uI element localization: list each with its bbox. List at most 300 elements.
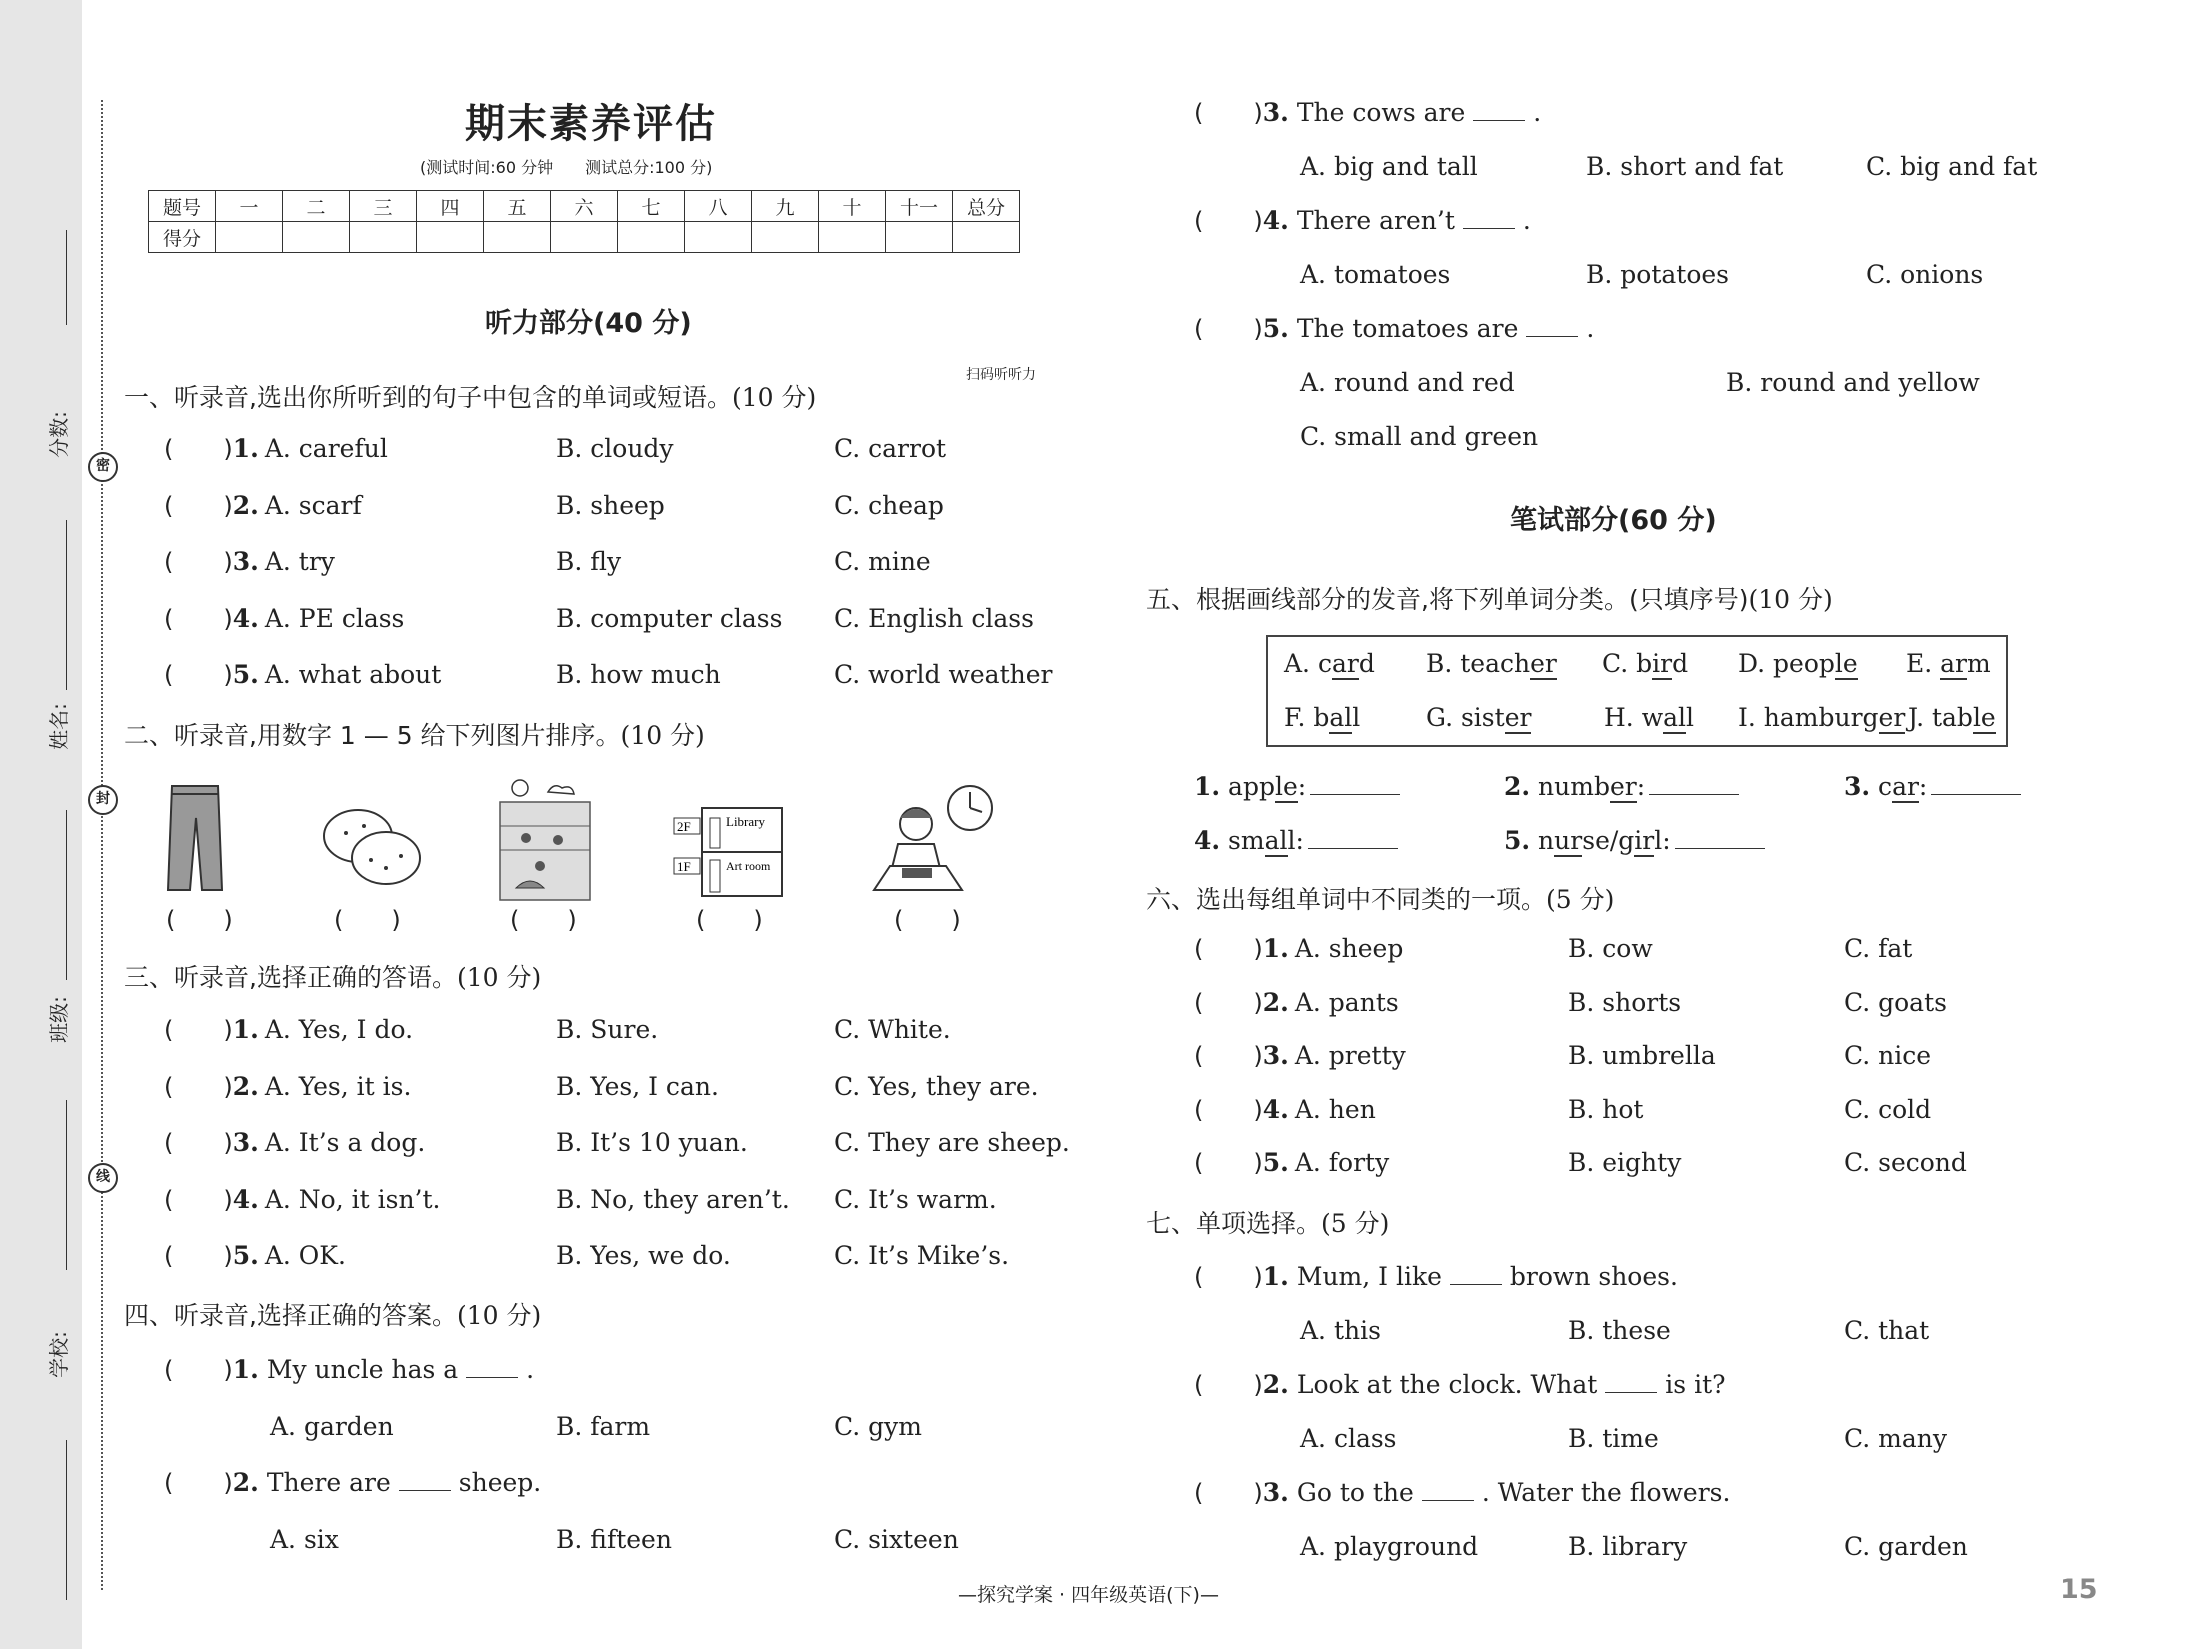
answer-bracket: )	[223, 1016, 233, 1044]
option-c: C. cheap	[834, 490, 944, 520]
section-2-title: 二、听录音,用数字 1 — 5 给下列图片排序。	[124, 721, 621, 750]
option-a: A. It’s a dog.	[264, 1128, 426, 1157]
underlined-letters: er	[1878, 703, 1906, 732]
answer-bracket[interactable]: ( )	[334, 906, 401, 934]
option-c: C. They are sheep.	[834, 1128, 1070, 1157]
underlined-letters: al	[1264, 826, 1288, 855]
word-text: sm	[1220, 826, 1265, 855]
score-cell[interactable]	[886, 222, 953, 253]
answer-bracket: )	[223, 604, 233, 633]
answer-bracket[interactable]: (	[1194, 1371, 1204, 1399]
option-c: C. mine	[834, 547, 931, 576]
section-4-title: 四、听录音,选择正确的答案。	[124, 1301, 457, 1330]
answer-bracket[interactable]: (	[1194, 935, 1204, 963]
option-a: A. PE class	[264, 603, 405, 633]
question-line	[164, 1128, 425, 1157]
margin-line	[66, 520, 67, 690]
score-header-cell: 题号	[149, 191, 216, 222]
answer-bracket: )	[1253, 1371, 1263, 1399]
qr-note: 扫码听听力	[966, 367, 1036, 383]
answer-blank[interactable]	[1649, 774, 1739, 795]
section-7-title: 七、单项选择。	[1146, 1209, 1322, 1238]
beach-picture	[496, 778, 596, 904]
answer-bracket: )	[1253, 1042, 1263, 1070]
underlined-letters: er	[1609, 772, 1637, 801]
answer-bracket[interactable]: (	[164, 1469, 174, 1497]
option-a: A. pretty	[1294, 1041, 1406, 1070]
answer-bracket: )	[1253, 99, 1263, 127]
floor-1-label: 1F	[677, 859, 691, 874]
question-line	[164, 491, 362, 520]
word-text: J. tab	[1908, 703, 1973, 732]
answer-line	[1844, 772, 2021, 801]
section-1-heading	[124, 378, 816, 414]
underlined-letters: ur	[1554, 826, 1583, 855]
score-header-cell: 一	[216, 191, 283, 222]
word-option	[1604, 703, 1694, 732]
option-c: C. carrot	[834, 434, 947, 463]
footer-text: —探究学案 · 四年级英语(下)—	[958, 1584, 1219, 1606]
underlined-letters: er	[1530, 649, 1557, 678]
answer-blank[interactable]	[466, 1357, 518, 1378]
option-a: A. garden	[270, 1412, 394, 1441]
question-line	[1194, 1370, 1726, 1399]
question-line	[1194, 1262, 1678, 1291]
score-cell[interactable]	[283, 222, 350, 253]
score-header-cell: 九	[752, 191, 819, 222]
question-line	[164, 1015, 413, 1044]
margin-line	[66, 810, 67, 980]
score-table-header-row	[149, 191, 1020, 222]
score-header-cell: 六	[551, 191, 618, 222]
question-number: 2.	[1262, 1370, 1289, 1399]
answer-number: 3.	[1844, 772, 1871, 801]
underlined-letters: ir	[1634, 826, 1655, 855]
word-text: :	[1636, 772, 1646, 801]
score-cell[interactable]	[752, 222, 819, 253]
margin-line	[66, 230, 67, 325]
question-text: The cows are	[1296, 98, 1466, 127]
option-c: C. goats	[1844, 987, 1947, 1017]
answer-bracket[interactable]: ( )	[894, 906, 961, 934]
word-text: C. b	[1602, 649, 1653, 678]
option-b: B. hot	[1568, 1094, 1644, 1124]
score-table-score-row	[149, 222, 1020, 253]
student-clock-picture	[868, 778, 998, 898]
option-c: C. sixteen	[834, 1525, 959, 1554]
answer-blank[interactable]	[1463, 208, 1515, 229]
option-c: C. English class	[834, 603, 1034, 633]
answer-bracket[interactable]: (	[164, 1356, 174, 1384]
question-text: Mum, I like	[1296, 1262, 1442, 1291]
option-b: B. Sure.	[556, 1015, 659, 1044]
answer-bracket[interactable]: (	[1194, 988, 1204, 1017]
question-line	[1194, 1148, 1389, 1177]
question-number: 4.	[232, 603, 259, 633]
section-1-title: 一、听录音,选出你所听到的句子中包含的单词或短语。	[124, 383, 732, 412]
score-header-cell: 十一	[886, 191, 953, 222]
option-a: A. OK.	[264, 1241, 346, 1270]
word-text: app	[1220, 772, 1275, 801]
word-text: F. b	[1284, 703, 1330, 732]
question-line	[164, 604, 404, 633]
answer-bracket[interactable]: (	[1194, 1042, 1204, 1070]
word-option	[1906, 649, 1991, 678]
answer-bracket[interactable]: (	[164, 435, 174, 463]
section-3-heading	[124, 958, 541, 994]
answer-bracket[interactable]: (	[164, 1185, 174, 1214]
answer-bracket[interactable]: (	[1194, 99, 1204, 127]
word-text: l	[1686, 703, 1695, 732]
answer-bracket: )	[1253, 1479, 1263, 1507]
question-line	[1194, 1041, 1406, 1070]
option-a: A. sheep	[1294, 934, 1404, 963]
answer-blank[interactable]	[1422, 1480, 1474, 1501]
question-number: 4.	[1262, 1094, 1289, 1124]
building-picture	[672, 778, 792, 904]
answer-line	[1504, 772, 1739, 801]
name-label: 姓名:	[46, 703, 71, 750]
score-header-cell: 八	[685, 191, 752, 222]
option-a: A. tomatoes	[1300, 260, 1451, 289]
section-6-title: 六、选出每组单词中不同类的一项。	[1146, 885, 1547, 914]
option-a: A. Yes, I do.	[264, 1015, 414, 1044]
section-6-points: (5 分)	[1546, 885, 1615, 914]
option-b: B. It’s 10 yuan.	[556, 1128, 748, 1157]
answer-bracket[interactable]: (	[1194, 1479, 1204, 1507]
option-b: B. time	[1568, 1424, 1659, 1453]
option-c: C. small and green	[1300, 422, 1539, 451]
word-option	[1426, 649, 1557, 678]
question-line	[1194, 98, 1541, 127]
answer-bracket: )	[223, 1129, 233, 1157]
option-b: B. round and yellow	[1726, 368, 1980, 397]
underlined-letters: er	[1504, 703, 1532, 732]
floor-2-label: 2F	[677, 819, 691, 834]
question-number: 1.	[1262, 934, 1289, 963]
answer-bracket: )	[1253, 315, 1263, 343]
question-line	[1194, 934, 1403, 963]
word-text: n	[1530, 826, 1555, 855]
section-5-title: 五、根据画线部分的发音,将下列单词分类。(只填序号)	[1146, 585, 1749, 614]
answer-blank[interactable]	[1473, 100, 1525, 121]
word-box	[1266, 635, 2008, 747]
score-cell[interactable]	[484, 222, 551, 253]
question-number: 3.	[1262, 98, 1289, 127]
question-number: 5.	[232, 660, 259, 689]
section-4-points: (10 分)	[456, 1301, 542, 1330]
section-2-points: (10 分)	[620, 721, 705, 750]
option-a: A. No, it isn’t.	[264, 1184, 441, 1214]
option-b: B. potatoes	[1586, 260, 1729, 289]
answer-blank[interactable]	[1931, 774, 2021, 795]
answer-number: 5.	[1504, 826, 1531, 855]
section-6-heading	[1146, 880, 1614, 916]
word-option	[1738, 649, 1858, 678]
word-text: :	[1918, 772, 1928, 801]
option-b: B. computer class	[556, 603, 783, 633]
answer-bracket[interactable]: (	[1194, 1149, 1204, 1177]
answer-number: 4.	[1194, 826, 1221, 855]
option-c: C. cold	[1844, 1094, 1932, 1124]
underlined-letters: al	[1329, 703, 1353, 732]
answer-blank[interactable]	[1310, 774, 1400, 795]
question-number: 1.	[232, 434, 259, 463]
word-text: d	[1358, 649, 1375, 678]
word-text: d	[1672, 649, 1689, 678]
option-a: A. try	[264, 547, 335, 576]
question-number: 2.	[232, 490, 259, 520]
score-table	[148, 190, 1020, 253]
option-b: B. umbrella	[1568, 1041, 1716, 1070]
option-b: B. Yes, we do.	[556, 1241, 731, 1270]
answer-bracket: )	[223, 1356, 233, 1384]
question-text: is it?	[1665, 1370, 1726, 1399]
school-label: 学校:	[46, 1331, 71, 1378]
underlined-letters: le	[1274, 772, 1298, 801]
answer-bracket[interactable]: (	[1194, 1263, 1204, 1291]
answer-bracket[interactable]: ( )	[166, 906, 233, 934]
question-number: 2.	[1262, 987, 1289, 1017]
question-text: .	[1522, 206, 1531, 235]
answer-blank[interactable]	[1308, 828, 1398, 849]
underlined-letters: al	[1663, 703, 1687, 732]
option-b: B. fifteen	[556, 1525, 672, 1554]
score-cell[interactable]	[618, 222, 685, 253]
score-header-cell: 七	[618, 191, 685, 222]
option-c: C. Yes, they are.	[834, 1071, 1039, 1101]
word-option	[1284, 703, 1360, 732]
option-a: A. playground	[1300, 1532, 1479, 1561]
option-b: B. library	[1568, 1532, 1688, 1561]
answer-bracket: )	[1253, 1263, 1263, 1291]
word-text: l	[1352, 703, 1361, 732]
answer-bracket: )	[223, 661, 233, 689]
score-header-cell: 五	[484, 191, 551, 222]
answer-bracket: )	[223, 1242, 233, 1270]
question-line	[164, 434, 388, 463]
answer-number: 2.	[1504, 772, 1531, 801]
answer-bracket[interactable]: (	[1194, 315, 1204, 343]
score-cell[interactable]	[819, 222, 886, 253]
answer-blank[interactable]	[1450, 1264, 1502, 1285]
word-option	[1602, 649, 1688, 678]
option-c: C. gym	[834, 1412, 922, 1441]
option-a: A. this	[1300, 1316, 1381, 1345]
section-3-title: 三、听录音,选择正确的答语。	[124, 963, 457, 992]
score-cell[interactable]	[350, 222, 417, 253]
option-b: B. cloudy	[556, 434, 674, 463]
option-a: A. forty	[1294, 1148, 1390, 1177]
answer-bracket[interactable]: (	[164, 548, 174, 576]
question-line	[164, 660, 441, 689]
answer-line	[1194, 772, 1400, 801]
word-text: G. sist	[1426, 703, 1505, 732]
question-number: 3.	[1262, 1478, 1289, 1507]
question-line	[164, 547, 335, 576]
answer-bracket[interactable]: (	[164, 1016, 174, 1044]
option-a: A. Yes, it is.	[264, 1071, 412, 1101]
option-c: C. world weather	[834, 660, 1053, 689]
question-text: .	[526, 1355, 535, 1384]
section-5-points: (10 分)	[1748, 585, 1833, 614]
question-text: . Water the flowers.	[1481, 1478, 1731, 1507]
option-c: C. second	[1844, 1148, 1967, 1177]
option-a: A. pants	[1294, 987, 1399, 1017]
underlined-letters: le	[1834, 649, 1858, 678]
score-label: 分数:	[46, 411, 71, 458]
word-text: B. teach	[1426, 649, 1531, 678]
question-number: 2.	[232, 1468, 259, 1497]
question-line	[164, 1355, 534, 1384]
question-text: There aren’t	[1296, 206, 1455, 235]
option-a: A. class	[1300, 1424, 1397, 1453]
word-text: D. peop	[1738, 649, 1835, 678]
question-text: brown shoes.	[1509, 1262, 1678, 1291]
section-1-points: (10 分)	[731, 383, 817, 412]
answer-bracket[interactable]: (	[164, 1072, 174, 1101]
answer-bracket[interactable]: ( )	[510, 906, 577, 934]
option-a: A. what about	[264, 660, 442, 689]
answer-bracket: )	[223, 1185, 233, 1214]
option-c: C. It’s Mike’s.	[834, 1241, 1010, 1270]
question-text: Look at the clock. What	[1296, 1370, 1598, 1399]
question-text: The tomatoes are	[1296, 314, 1519, 343]
underlined-letters: ir	[1652, 649, 1673, 678]
pants-picture	[160, 778, 230, 898]
answer-number: 1.	[1194, 772, 1221, 801]
question-number: 1.	[232, 1355, 259, 1384]
option-b: B. cow	[1568, 934, 1653, 963]
word-text: E.	[1906, 649, 1941, 678]
score-header-cell: 三	[350, 191, 417, 222]
answer-bracket[interactable]: (	[164, 604, 174, 633]
answer-bracket: )	[223, 548, 233, 576]
section-7-points: (5 分)	[1321, 1209, 1390, 1238]
answer-line	[1194, 826, 1398, 855]
score-header-cell: 二	[283, 191, 350, 222]
seal-mark: 封	[88, 785, 118, 815]
option-a: A. big and tall	[1300, 152, 1478, 181]
score-row-label: 得分	[149, 222, 216, 253]
question-number: 4.	[232, 1184, 259, 1214]
option-a: A. hen	[1294, 1094, 1376, 1124]
question-text: There are	[266, 1468, 391, 1497]
answer-bracket: )	[223, 435, 233, 463]
option-b: B. Yes, I can.	[556, 1071, 719, 1101]
answer-bracket: )	[1253, 1095, 1263, 1124]
answer-bracket[interactable]: (	[164, 661, 174, 689]
option-b: B. sheep	[556, 490, 665, 520]
question-line	[1194, 1095, 1376, 1124]
option-c: C. big and fat	[1866, 152, 2038, 181]
option-b: B. shorts	[1568, 987, 1682, 1017]
option-c: C. many	[1844, 1424, 1947, 1453]
option-c: C. It’s warm.	[834, 1184, 997, 1214]
word-text: se/g	[1582, 826, 1635, 855]
word-text: :	[1297, 772, 1307, 801]
word-text: l:	[1654, 826, 1671, 855]
option-c: C. White.	[834, 1015, 951, 1044]
artroom-label: Art room	[726, 859, 771, 873]
option-c: C. garden	[1844, 1532, 1968, 1561]
option-a: A. scarf	[264, 490, 362, 520]
answer-bracket[interactable]: (	[1194, 207, 1204, 235]
score-header-cell: 总分	[953, 191, 1020, 222]
answer-bracket[interactable]: (	[164, 1242, 174, 1270]
answer-blank[interactable]	[399, 1470, 451, 1491]
underlined-letters: ar	[1331, 649, 1359, 678]
answer-bracket: )	[223, 1072, 233, 1101]
option-c: C. nice	[1844, 1041, 1932, 1070]
answer-bracket: )	[1253, 207, 1263, 235]
score-cell[interactable]	[685, 222, 752, 253]
question-text: .	[1586, 314, 1595, 343]
question-number: 5.	[1262, 314, 1289, 343]
answer-bracket[interactable]: (	[1194, 1095, 1204, 1124]
class-label: 班级:	[46, 996, 71, 1043]
word-option	[1426, 703, 1531, 732]
word-text: I. hamburg	[1738, 703, 1879, 732]
binding-strip	[0, 0, 82, 1649]
section-2-heading	[124, 716, 705, 752]
question-number: 3.	[232, 547, 259, 576]
question-text: .	[1533, 98, 1542, 127]
option-c: C. onions	[1866, 260, 1984, 289]
answer-blank[interactable]	[1675, 828, 1765, 849]
word-option	[1284, 649, 1375, 678]
question-line	[164, 1468, 541, 1497]
question-text: Go to the	[1296, 1478, 1414, 1507]
score-cell[interactable]	[417, 222, 484, 253]
potatoes-picture	[316, 778, 426, 898]
section-7-heading	[1146, 1204, 1389, 1240]
answer-blank[interactable]	[1605, 1372, 1657, 1393]
question-number: 2.	[232, 1071, 259, 1101]
answer-blank[interactable]	[1526, 316, 1578, 337]
answer-bracket[interactable]: (	[164, 491, 174, 520]
option-b: B. farm	[556, 1412, 651, 1441]
score-cell[interactable]	[551, 222, 618, 253]
answer-bracket: )	[1253, 1149, 1263, 1177]
word-text: A. c	[1284, 649, 1332, 678]
seal-dotted-line	[101, 100, 103, 1590]
word-text: H. w	[1604, 703, 1664, 732]
option-b: B. short and fat	[1586, 152, 1784, 181]
answer-bracket[interactable]: (	[164, 1129, 174, 1157]
option-b: B. these	[1568, 1316, 1671, 1345]
question-number: 1.	[232, 1015, 259, 1044]
option-c: C. that	[1844, 1316, 1930, 1345]
score-cell[interactable]	[216, 222, 283, 253]
option-a: A. careful	[264, 434, 388, 463]
question-text: My uncle has a	[266, 1355, 459, 1384]
option-b: B. fly	[556, 547, 622, 576]
answer-bracket[interactable]: ( )	[696, 906, 763, 934]
word-text: m	[1967, 649, 1991, 678]
question-line	[1194, 206, 1531, 235]
question-number: 1.	[1262, 1262, 1289, 1291]
score-header-cell: 四	[417, 191, 484, 222]
word-text: numb	[1530, 772, 1610, 801]
score-cell[interactable]	[953, 222, 1020, 253]
margin-line	[66, 1440, 67, 1600]
score-header-cell: 十	[819, 191, 886, 222]
question-line	[164, 1241, 346, 1270]
word-text: c	[1870, 772, 1893, 801]
section-5-heading	[1146, 580, 1833, 616]
option-a: A. round and red	[1300, 368, 1515, 397]
